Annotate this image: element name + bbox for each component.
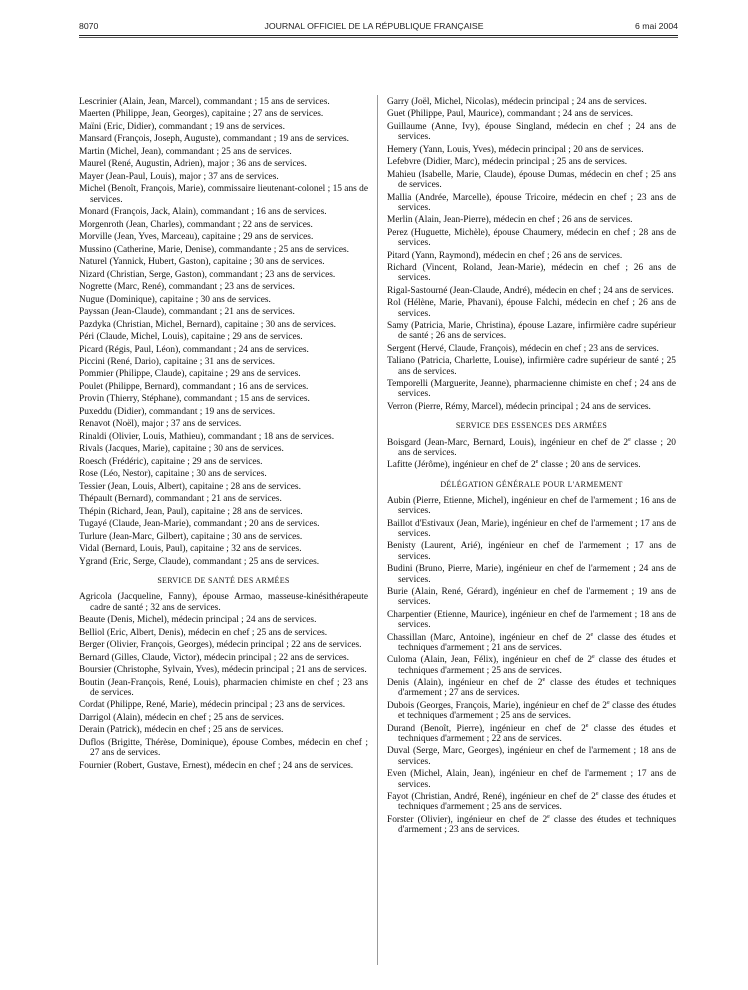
list-entry: Agricola (Jacqueline, Fanny), épouse Armao, masseuse-kinésithérapeute cadre de santé ; 32 ans de services. xyxy=(79,592,368,613)
list-entry: Cordat (Philippe, René, Marie), médecin principal ; 23 ans de services. xyxy=(79,700,346,711)
list-entry: Chassillan (Marc, Antoine), ingénieur en chef de 2e classe des études et techniques d'armement ; 21 ans de services. xyxy=(387,631,676,653)
list-entry: Derain (Patrick), médecin en chef ; 25 ans de services. xyxy=(79,725,284,736)
header-rule xyxy=(79,35,678,36)
list-entry: Lescrinier (Alain, Jean, Marcel), commandant ; 15 ans de services. xyxy=(79,97,330,107)
list-entry: Turlure (Jean-Marc, Gilbert), capitaine ; 30 ans de services. xyxy=(79,531,303,542)
list-entry: Temporelli (Marguerite, Jeanne), pharmacienne chimiste en chef ; 24 ans de services. xyxy=(387,379,676,400)
list-entry: Vidal (Bernard, Louis, Paul), capitaine ; 32 ans de services. xyxy=(79,544,302,555)
section-heading: DÉLÉGATION GÉNÉRALE POUR L'ARMEMENT xyxy=(440,479,623,489)
list-entry: Even (Michel, Alain, Jean), ingénieur en chef de l'armement ; 17 ans de services. xyxy=(387,769,676,790)
list-entry: Martin (Michel, Jean), commandant ; 25 ans de services. xyxy=(79,146,292,157)
list-entry: Aubin (Pierre, Etienne, Michel), ingénieur en chef de l'armement ; 16 ans de services. xyxy=(387,495,676,517)
list-entry: Maerten (Philippe, Jean, Georges), capitaine ; 27 ans de services. xyxy=(79,109,324,120)
list-entry: Benisty (Laurent, Arié), ingénieur en chef de l'armement ; 17 ans de services. xyxy=(387,541,676,562)
list-entry: Maurel (René, Augustin, Adrien), major ; 36 ans de services. xyxy=(79,159,307,170)
list-entry: Lefebvre (Didier, Marc), médecin principal ; 25 ans de services. xyxy=(387,157,628,168)
list-entry: Berger (Olivier, François, Georges), médecin principal ; 22 ans de services. xyxy=(79,640,362,651)
list-entry: Morville (Jean, Yves, Marceau), capitaine ; 29 ans de services. xyxy=(79,232,314,243)
list-entry: Pitard (Yann, Raymond), médecin en chef ; 26 ans de services. xyxy=(387,250,623,261)
list-entry: Rol (Hélène, Marie, Phavani), épouse Falchi, médecin en chef ; 26 ans de services. xyxy=(387,298,676,319)
list-entry: Tugayé (Claude, Jean-Marie), commandant ; 20 ans de services. xyxy=(79,519,320,530)
right-column xyxy=(387,97,676,838)
section-heading: SERVICE DE SANTÉ DES ARMÉES xyxy=(157,576,290,586)
list-entry: Poulet (Philippe, Bernard), commandant ; 16 ans de services. xyxy=(79,381,309,392)
list-entry: Thépault (Bernard), commandant ; 21 ans de services. xyxy=(79,494,282,505)
list-entry: Mansard (François, Joseph, Auguste), commandant ; 19 ans de services. xyxy=(79,134,349,145)
list-entry: Roesch (Frédéric), capitaine ; 29 ans de services. xyxy=(79,456,263,467)
list-entry: Guet (Philippe, Paul, Maurice), commandant ; 24 ans de services. xyxy=(387,109,634,120)
list-entry: Provin (Thierry, Stéphane), commandant ; 15 ans de services. xyxy=(79,394,310,405)
list-entry: Nizard (Christian, Serge, Gaston), commandant ; 23 ans de services. xyxy=(79,269,336,280)
list-entry: Renavot (Noël), major ; 37 ans de services. xyxy=(79,419,242,430)
list-entry: Dubois (Georges, François, Marie), ingénieur en chef de 2e classe des études et techniques d'armement ; 25 ans de services. xyxy=(387,699,676,722)
list-entry: Rigal-Sastourné (Jean-Claude, André), médecin en chef ; 24 ans de services. xyxy=(387,285,674,296)
list-entry: Merlin (Alain, Jean-Pierre), médecin en chef ; 26 ans de services. xyxy=(387,215,633,226)
list-entry: Morgenroth (Jean, Charles), commandant ; 22 ans de services. xyxy=(79,219,313,230)
list-entry: Payssan (Jean-Claude), commandant ; 21 ans de services. xyxy=(79,307,295,318)
list-entry: Mayer (Jean-Paul, Louis), major ; 37 ans de services. xyxy=(79,171,279,182)
list-entry: Hemery (Yann, Louis, Yves), médecin principal ; 20 ans de services. xyxy=(387,144,644,155)
list-entry: Lafitte (Jérôme), ingénieur en chef de 2e classe ; 20 ans de services. xyxy=(387,459,641,471)
list-entry: Naturel (Yannick, Hubert, Gaston), capitaine ; 30 ans de services. xyxy=(79,257,325,268)
list-entry: Boisgard (Jean-Marc, Bernard, Louis), ingénieur en chef de 2e classe ; 20 ans de services. xyxy=(387,436,676,458)
list-entry: Picard (Régis, Paul, Léon), commandant ; 24 ans de services. xyxy=(79,344,309,355)
list-entry: Nugue (Dominique), capitaine ; 30 ans de services. xyxy=(79,294,271,305)
list-entry: Richard (Vincent, Roland, Jean-Marie), médecin en chef ; 26 ans de services. xyxy=(387,263,676,284)
list-entry: Rose (Léo, Nestor), capitaine ; 30 ans de services. xyxy=(79,469,267,480)
list-entry: Nogrette (Marc, René), commandant ; 23 ans de services. xyxy=(79,282,295,293)
list-entry: Boursier (Christophe, Sylvain, Yves), médecin principal ; 21 ans de services. xyxy=(79,665,367,676)
column-divider xyxy=(377,95,378,965)
list-entry: Garry (Joël, Michel, Nicolas), médecin principal ; 24 ans de services. xyxy=(387,97,647,107)
list-entry: Culoma (Alain, Jean, Félix), ingénieur en chef de 2e classe des études et techniques d'armement ; 25 ans de services. xyxy=(387,654,676,676)
list-entry: Pommier (Philippe, Claude), capitaine ; 29 ans de services. xyxy=(79,369,301,380)
list-entry: Charpentier (Etienne, Maurice), ingénieur en chef de l'armement ; 18 ans de services. xyxy=(387,609,676,631)
page-number: 8070 xyxy=(79,21,99,31)
journal-title: JOURNAL OFFICIEL DE LA RÉPUBLIQUE FRANÇAISE xyxy=(264,21,484,31)
list-entry: Michel (Benoît, François, Marie), commissaire lieutenant-colonel ; 15 ans de services. xyxy=(79,184,368,205)
list-entry: Boutin (Jean-François, René, Louis), pharmacien chimiste en chef ; 23 ans de services. xyxy=(79,677,368,698)
list-entry: Fournier (Robert, Gustave, Ernest), médecin en chef ; 24 ans de services. xyxy=(79,760,354,771)
list-entry: Duflos (Brigitte, Thérèse, Dominique), épouse Combes, médecin en chef ; 27 ans de services. xyxy=(79,737,368,759)
list-entry: Sergent (Hervé, Claude, François), médecin en chef ; 23 ans de services. xyxy=(387,343,659,354)
list-entry: Rinaldi (Olivier, Louis, Mathieu), commandant ; 18 ans de services. xyxy=(79,431,335,442)
header-rule-thin xyxy=(79,37,678,38)
left-column xyxy=(79,97,368,773)
list-entry: Monard (François, Jack, Alain), commandant ; 16 ans de services. xyxy=(79,207,327,218)
list-entry: Forster (Olivier), ingénieur en chef de 2e classe des études et techniques d'armement ; 23 ans de services. xyxy=(387,813,676,836)
list-entry: Bernard (Gilles, Claude, Victor), médecin principal ; 22 ans de services. xyxy=(79,652,350,663)
list-entry: Mahieu (Isabelle, Marie, Claude), épouse Dumas, médecin en chef ; 25 ans de services. xyxy=(387,169,676,191)
list-entry: Verron (Pierre, Rémy, Marcel), médecin principal ; 24 ans de services. xyxy=(387,401,651,412)
list-entry: Darrigol (Alain), médecin en chef ; 25 ans de services. xyxy=(79,712,284,723)
list-entry: Piccini (René, Dario), capitaine ; 31 ans de services. xyxy=(79,356,276,367)
list-entry: Ygrand (Eric, Serge, Claude), commandant ; 25 ans de services. xyxy=(79,556,320,567)
list-entry: Mallia (Andrée, Marcelle), épouse Tricoire, médecin en chef ; 23 ans de services. xyxy=(387,192,676,213)
list-entry: Fayot (Christian, André, René), ingénieur en chef de 2e classe des études et techniques d'armement ; 25 ans de services. xyxy=(387,791,676,813)
list-entry: Baillot d'Estivaux (Jean, Marie), ingénieur en chef de l'armement ; 17 ans de services. xyxy=(387,518,676,539)
issue-date: 6 mai 2004 xyxy=(635,21,678,31)
list-entry: Taliano (Patricia, Charlette, Louise), infirmière cadre supérieur de santé ; 25 ans de services. xyxy=(387,356,676,377)
list-entry: Duval (Serge, Marc, Georges), ingénieur en chef de l'armement ; 18 ans de services. xyxy=(387,746,676,767)
list-entry: Denis (Alain), ingénieur en chef de 2e classe des études et techniques d'armement ; 27 ans de services. xyxy=(387,677,676,699)
list-entry: Pazdyka (Christian, Michel, Bernard), capitaine ; 30 ans de services. xyxy=(79,319,336,330)
list-entry: Belliol (Eric, Albert, Denis), médecin en chef ; 25 ans de services. xyxy=(79,627,328,638)
list-entry: Burie (Alain, René, Gérard), ingénieur en chef de l'armement ; 19 ans de services. xyxy=(387,587,676,608)
list-entry: Guillaume (Anne, Ivy), épouse Singland, médecin en chef ; 24 ans de services. xyxy=(387,121,676,143)
list-entry: Rivals (Jacques, Marie), capitaine ; 30 ans de services. xyxy=(79,444,284,455)
list-entry: Puxeddu (Didier), commandant ; 19 ans de services. xyxy=(79,406,276,417)
list-entry: Péri (Claude, Michel, Louis), capitaine ; 29 ans de services. xyxy=(79,332,303,343)
section-heading: SERVICE DES ESSENCES DES ARMÉES xyxy=(455,421,608,431)
list-entry: Beaute (Denis, Michel), médecin principal ; 24 ans de services. xyxy=(79,615,317,626)
list-entry: Tessier (Jean, Louis, Albert), capitaine ; 28 ans de services. xyxy=(79,481,301,492)
list-entry: Mussino (Catherine, Marie, Denise), commandante ; 25 ans de services. xyxy=(79,244,349,255)
list-entry: Samy (Patricia, Marie, Christina), épouse Lazare, infirmière cadre supérieur de santé ; 26 ans de services. xyxy=(387,321,676,342)
list-entry: Budini (Bruno, Pierre, Marie), ingénieur en chef de l'armement ; 24 ans de services. xyxy=(387,564,676,585)
list-entry: Maïni (Eric, Didier), commandant ; 19 ans de services. xyxy=(79,121,285,132)
list-entry: Durand (Benoît, Pierre), ingénieur en chef de 2e classe des études et techniques d'armement ; 22 ans de services. xyxy=(387,722,676,744)
list-entry: Perez (Huguette, Michèle), épouse Chaumery, médecin en chef ; 28 ans de services. xyxy=(387,227,676,249)
list-entry: Thépin (Richard, Jean, Paul), capitaine ; 28 ans de services. xyxy=(79,506,303,517)
